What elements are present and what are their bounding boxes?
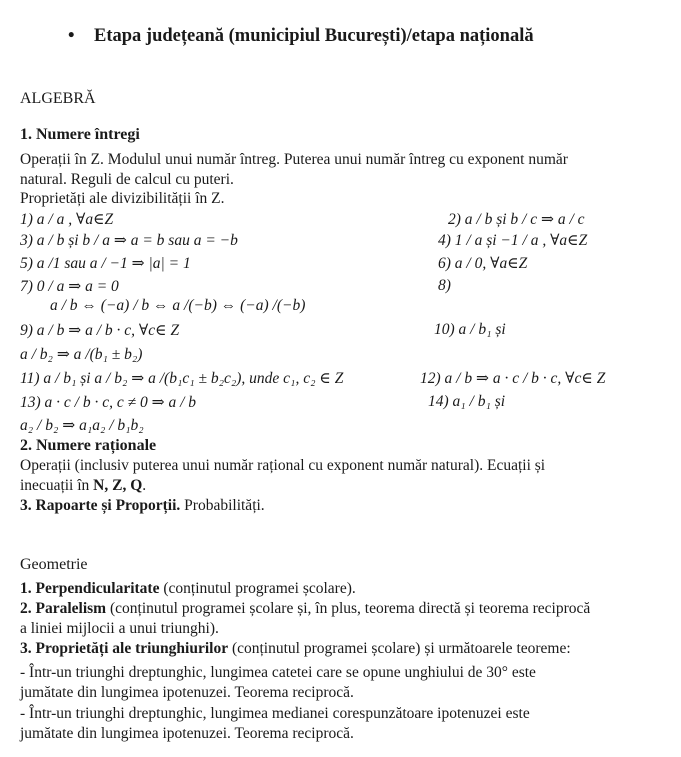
geometry-item-1 [20,580,356,598]
theorem-2-line-2: jumătate din lungimea ipotenuzei. Teorema reciprocă. [20,725,354,742]
property-8-label: 8) [438,277,451,294]
property-7: 7) 0 / a ⇒ a = 0 [20,278,119,295]
property-8: a / b ⇔ (−a) / b ⇔ a /(−b) ⇔ (−a) /(−b) [50,297,306,314]
property-1: 1) a / a , ∀a∈Z [20,211,114,228]
theorem-2-line-1: - Într-un triunghi dreptunghic, lungimea medianei corespunzătoare ipotenuzei este [20,705,530,722]
triangle-properties-rest: (conținutul programei școlare) și următoarele teoreme: [228,640,571,657]
property-14-start: 14) a₁ / b₁ și [428,393,506,410]
theorem-1-line-2: jumătate din lungimea ipotenuzei. Teorema reciprocă. [20,684,354,701]
integers-paragraph-line-2: natural. Reguli de calcul cu puteri. [20,171,234,188]
number-sets: N, Z, Q [93,477,143,494]
geometry-item-3 [20,640,571,658]
section-ratios [20,497,265,515]
section-ratios-title: 3. Rapoarte și Proporții. [20,497,181,514]
property-11: 11) a / b₁ și a / b₂ ⇒ a /(b₁c₁ ± b₂c₂), unde c₁, c₂ ∈ Z [20,370,344,387]
property-9: 9) a / b ⇒ a / b · c, ∀c∈ Z [20,322,180,339]
property-4: 4) 1 / a și −1 / a , ∀a∈Z [438,232,588,249]
property-3: 3) a / b și b / a ⇒ a = b sau a = −b [20,232,238,249]
document-heading [68,26,534,47]
perpendicularity-title: 1. Perpendicularitate [20,580,160,597]
theorem-1-line-1: - Într-un triunghi dreptunghic, lungimea catetei care se opune unghiului de 30° este [20,664,536,681]
property-12: 12) a / b ⇒ a · c / b · c, ∀c∈ Z [420,370,606,387]
property-10-end: a / b₂ ⇒ a /(b₁ ± b₂) [20,346,143,363]
integers-paragraph-line-1: Operații în Z. Modulul unui număr întreg. Puterea unui număr întreg cu exponent număr [20,151,568,168]
parallelism-title: 2. Paralelism [20,600,107,617]
parallelism-line-2: a liniei mijlocii a unui triunghi). [20,620,219,637]
divisibility-intro: Proprietăți ale divizibilității în Z. [20,190,225,207]
bullet-icon: • [68,26,75,46]
triangle-properties-title: 3. Proprietăți ale triunghiurilor [20,640,229,657]
rationals-text: inecuații în [20,477,94,494]
section-integers-title: 1. Numere întregi [20,126,140,143]
property-6: 6) a / 0, ∀a∈Z [438,255,528,272]
rationals-paragraph-line-1: Operații (inclusiv puterea unui număr rațional cu exponent număr natural). Ecuații și [20,457,546,474]
property-2: 2) a / b și b / c ⇒ a / c [448,211,585,228]
property-10-start: 10) a / b₁ și [434,321,506,338]
rationals-paragraph-line-2 [20,477,146,495]
heading-title: Etapa județeană (municipiul București)/etapa națională [94,26,534,46]
geometry-title: Geometrie [20,556,88,573]
section-rationals-title: 2. Numere raționale [20,437,157,454]
rationals-period: . [142,477,147,494]
perpendicularity-rest: (conținutul programei școlare). [159,580,356,597]
property-13: 13) a · c / b · c, c ≠ 0 ⇒ a / b [20,394,197,411]
property-14-end: a₂ / b₂ ⇒ a₁a₂ / b₁b₂ [20,417,144,434]
algebra-title: ALGEBRĂ [20,90,96,107]
geometry-item-2 [20,600,590,618]
parallelism-rest: (conținutul programei școlare și, în plus, teorema directă și teorema reciprocă [106,600,591,617]
section-ratios-rest: Probabilități. [180,497,265,514]
property-5: 5) a /1 sau a / −1 ⇒ |a| = 1 [20,255,191,272]
